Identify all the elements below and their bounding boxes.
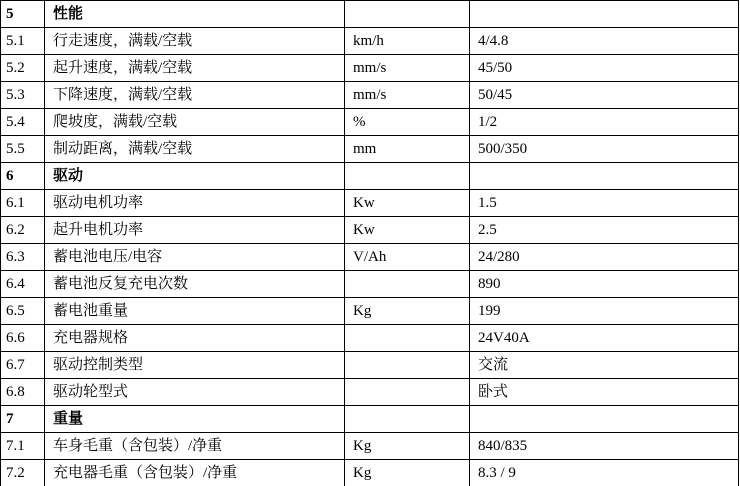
cell-value: 交流 — [470, 352, 739, 379]
cell-number: 5.3 — [1, 82, 45, 109]
cell-unit — [345, 352, 470, 379]
cell-unit: km/h — [345, 28, 470, 55]
table-row — [1, 271, 739, 298]
cell-name: 驱动 — [45, 163, 345, 190]
cell-number: 6.3 — [1, 244, 45, 271]
cell-value: 24/280 — [470, 244, 739, 271]
cell-name: 制动距离，满载/空载 — [45, 136, 345, 163]
cell-number: 5.4 — [1, 109, 45, 136]
table-row — [1, 298, 739, 325]
table-section-row — [1, 406, 739, 433]
cell-number: 6.5 — [1, 298, 45, 325]
cell-number: 7.2 — [1, 460, 45, 486]
table-row — [1, 109, 739, 136]
table-row — [1, 28, 739, 55]
cell-number: 6 — [1, 163, 45, 190]
cell-name: 行走速度，满载/空载 — [45, 28, 345, 55]
cell-name: 充电器规格 — [45, 325, 345, 352]
table-row — [1, 217, 739, 244]
cell-number: 5.1 — [1, 28, 45, 55]
cell-unit: Kg — [345, 460, 470, 486]
cell-number: 7.1 — [1, 433, 45, 460]
cell-unit — [345, 271, 470, 298]
table-section-row — [1, 163, 739, 190]
cell-number: 6.1 — [1, 190, 45, 217]
table-row — [1, 82, 739, 109]
table-row — [1, 55, 739, 82]
cell-unit: Kg — [345, 433, 470, 460]
cell-value: 4/4.8 — [470, 28, 739, 55]
cell-unit — [345, 163, 470, 190]
cell-name: 性能 — [45, 1, 345, 28]
cell-unit — [345, 325, 470, 352]
table-row — [1, 379, 739, 406]
cell-value: 840/835 — [470, 433, 739, 460]
cell-number: 6.6 — [1, 325, 45, 352]
cell-name: 下降速度，满载/空载 — [45, 82, 345, 109]
cell-name: 驱动控制类型 — [45, 352, 345, 379]
cell-value — [470, 406, 739, 433]
cell-number: 6.4 — [1, 271, 45, 298]
cell-value: 45/50 — [470, 55, 739, 82]
table-row — [1, 244, 739, 271]
cell-unit: mm/s — [345, 82, 470, 109]
cell-number: 5.2 — [1, 55, 45, 82]
cell-number: 5.5 — [1, 136, 45, 163]
cell-number: 5 — [1, 1, 45, 28]
cell-name: 起升电机功率 — [45, 217, 345, 244]
table-row — [1, 190, 739, 217]
cell-value: 2.5 — [470, 217, 739, 244]
cell-unit — [345, 1, 470, 28]
cell-value: 1.5 — [470, 190, 739, 217]
cell-value — [470, 163, 739, 190]
cell-number: 7 — [1, 406, 45, 433]
cell-unit — [345, 406, 470, 433]
cell-name: 蓄电池反复充电次数 — [45, 271, 345, 298]
cell-unit: mm — [345, 136, 470, 163]
cell-name: 重量 — [45, 406, 345, 433]
table-row — [1, 433, 739, 460]
cell-value: 8.3 / 9 — [470, 460, 739, 486]
cell-value: 50/45 — [470, 82, 739, 109]
cell-name: 爬坡度，满载/空载 — [45, 109, 345, 136]
cell-name: 蓄电池电压/电容 — [45, 244, 345, 271]
table-row — [1, 136, 739, 163]
cell-unit: Kw — [345, 217, 470, 244]
cell-unit: V/Ah — [345, 244, 470, 271]
cell-name: 驱动电机功率 — [45, 190, 345, 217]
table-row — [1, 352, 739, 379]
cell-name: 充电器毛重（含包装）/净重 — [45, 460, 345, 486]
cell-number: 6.8 — [1, 379, 45, 406]
cell-value: 890 — [470, 271, 739, 298]
cell-unit: mm/s — [345, 55, 470, 82]
table-section-row — [1, 1, 739, 28]
table-row — [1, 460, 739, 486]
cell-value: 24V40A — [470, 325, 739, 352]
cell-unit: Kg — [345, 298, 470, 325]
cell-name: 起升速度，满载/空载 — [45, 55, 345, 82]
cell-value — [470, 1, 739, 28]
cell-unit: Kw — [345, 190, 470, 217]
cell-name: 驱动轮型式 — [45, 379, 345, 406]
cell-name: 车身毛重（含包装）/净重 — [45, 433, 345, 460]
cell-number: 6.2 — [1, 217, 45, 244]
cell-value: 卧式 — [470, 379, 739, 406]
cell-name: 蓄电池重量 — [45, 298, 345, 325]
table-row — [1, 325, 739, 352]
cell-value: 199 — [470, 298, 739, 325]
cell-value: 500/350 — [470, 136, 739, 163]
cell-value: 1/2 — [470, 109, 739, 136]
cell-number: 6.7 — [1, 352, 45, 379]
cell-unit: % — [345, 109, 470, 136]
cell-unit — [345, 379, 470, 406]
specifications-table-body — [1, 1, 739, 486]
